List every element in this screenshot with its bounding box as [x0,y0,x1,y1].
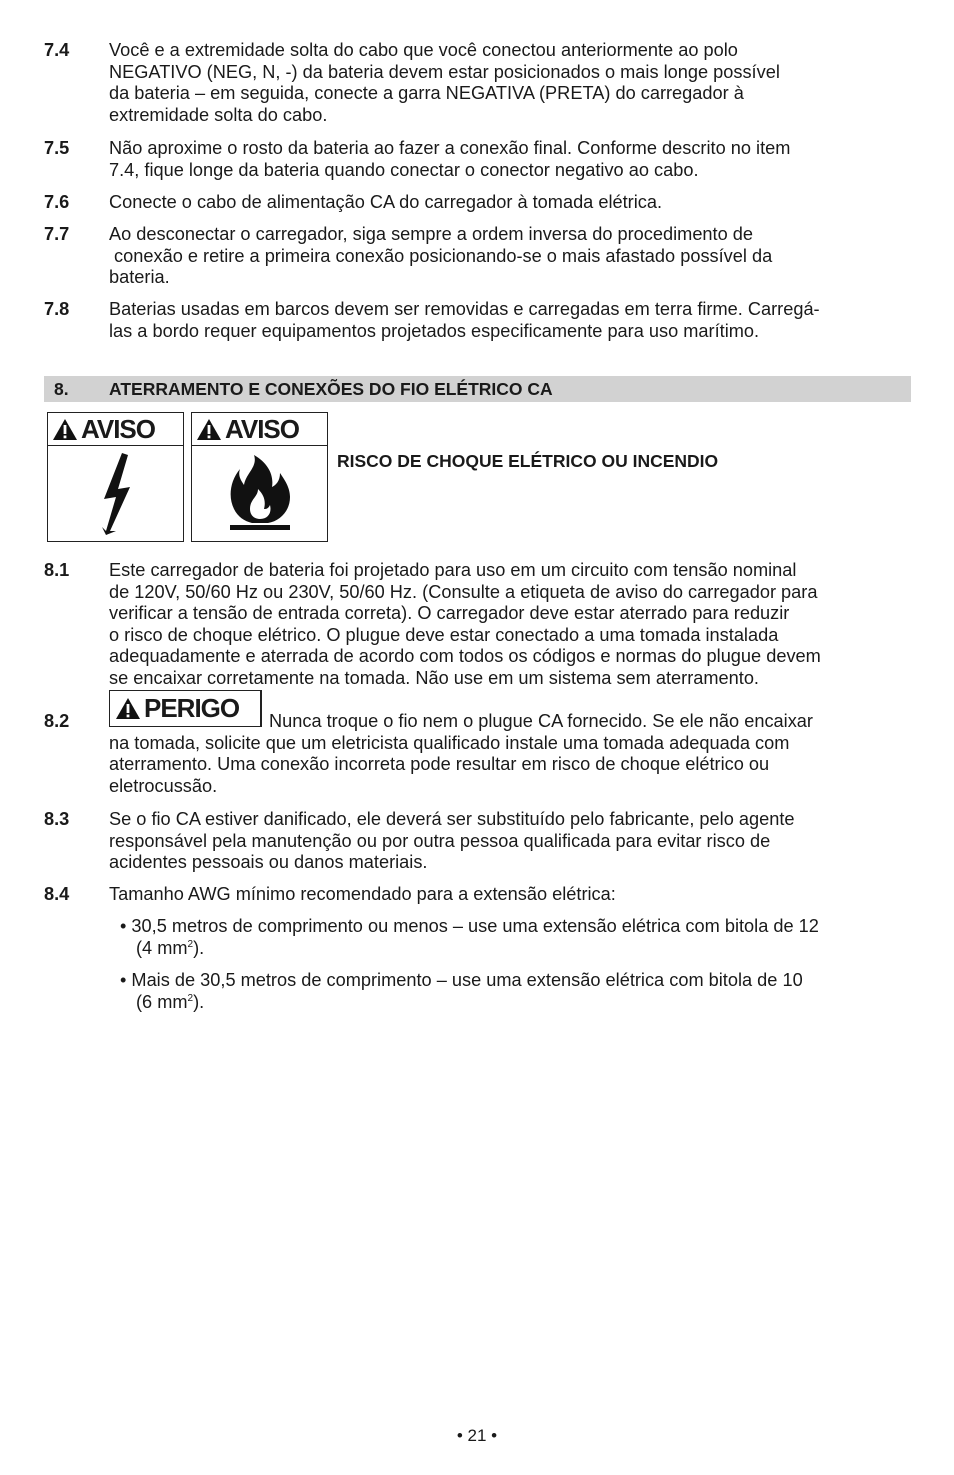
section-number: 8. [54,379,69,399]
item-number: 7.4 [44,40,70,60]
item-text [109,224,912,289]
text-line: Este carregador de bateria foi projetado para uso em um circuito com tensão nominal [109,560,797,580]
bullet-text: (6 mm [136,991,188,1012]
item-8-3 [44,809,912,874]
item-8-2-first-line: Nunca troque o fio nem o plugue CA fornecido. Se ele não encaixar [269,711,813,731]
warning-triangle-icon [196,418,222,441]
item-number: 7.5 [44,138,70,158]
bullet-item [120,970,803,1013]
risk-heading: RISCO DE CHOQUE ELÉTRICO OU INCENDIO [337,451,719,471]
text-line: acidentes pessoais ou danos materiais. [109,852,428,873]
item-7-7 [44,224,912,289]
lightning-bolt-icon [96,451,136,537]
text-line: Se o fio CA estiver danificado, ele deverá ser substituído pelo fabricante, pelo agente [109,809,795,829]
aviso-label: AVISO [81,413,155,444]
bullet-line [120,938,819,960]
perigo-label: PERIGO [144,693,240,723]
item-text [109,138,912,181]
text-line: extremidade solta do cabo. [109,104,328,125]
item-text [109,299,912,342]
item-text [109,560,912,690]
item-number: 7.8 [44,299,70,319]
aviso-box-fire [191,412,328,542]
item-text [109,884,912,906]
item-text [109,192,912,214]
item-number: 8.2 [44,711,70,731]
text-line: de 120V, 50/60 Hz ou 230V, 50/60 Hz. (Consulte a etiqueta de aviso do carregador para [109,581,818,602]
item-7-5 [44,138,912,181]
text-line: Baterias usadas em barcos devem ser removidas e carregadas em terra firme. Carregá- [109,299,820,319]
bullet-text: ). [193,937,205,958]
text-line: Você e a extremidade solta do cabo que você conectou anteriormente ao polo [109,40,738,60]
aviso-header [48,413,183,446]
item-number: 7.7 [44,224,70,244]
item-number: 8.3 [44,809,70,829]
item-8-2 [44,711,912,797]
text-line: na tomada, solicite que um eletricista qualificado instale uma tomada adequada com [109,732,790,753]
bullet-line: • 30,5 metros de comprimento ou menos – use uma extensão elétrica com bitola de 12 [120,916,819,936]
bullet-item [120,916,819,959]
item-text [109,711,912,797]
bullet-line [120,992,803,1014]
text-line: eletrocussão. [109,775,218,796]
flame-icon [224,451,296,537]
text-line: da bateria – em seguida, conecte a garra NEGATIVA (PRETA) do carregador à [109,83,744,104]
text-line: aterramento. Uma conexão incorreta pode resultar em risco de choque elétrico ou [109,754,770,775]
aviso-label: AVISO [225,413,299,444]
text-line: se encaixar corretamente na tomada. Não use em um sistema sem aterramento. [109,667,759,688]
text-line: las a bordo requer equipamentos projetados especificamente para uso marítimo. [109,320,760,341]
text-line: Não aproxime o rosto da bateria ao fazer a conexão final. Conforme descrito no item [109,138,791,158]
superscript: 2 [187,938,194,950]
bullet-text: ). [193,991,205,1012]
item-text [109,809,912,874]
page-number: • 21 • [456,1426,498,1445]
text-line: Conecte o cabo de alimentação CA do carregador à tomada elétrica. [109,192,663,212]
section-header [44,376,911,402]
aviso-box-shock [47,412,184,542]
text-line: conexão e retire a primeira conexão posicionando-se o mais afastado possível da [109,245,773,266]
text-line: bateria. [109,267,170,288]
text-line: adequadamente e aterrada de acordo com todos os códigos e normas do plugue devem [109,646,821,667]
item-number: 8.1 [44,560,70,580]
section-title: ATERRAMENTO E CONEXÕES DO FIO ELÉTRICO CA [109,379,553,399]
item-7-6 [44,192,912,214]
item-8-1 [44,560,912,690]
bullet-line: • Mais de 30,5 metros de comprimento – use uma extensão elétrica com bitola de 10 [120,970,803,990]
text-line: Tamanho AWG mínimo recomendado para a extensão elétrica: [109,884,616,904]
text-line: responsável pela manutenção ou por outra pessoa qualificada para evitar risco de [109,830,771,851]
item-7-8 [44,299,912,342]
item-7-4 [44,40,912,126]
text-line: NEGATIVO (NEG, N, -) da bateria devem estar posicionados o mais longe possível [109,61,780,82]
bullet-text: (4 mm [136,937,188,958]
superscript: 2 [187,992,194,1004]
text-line: 7.4, fique longe da bateria quando conectar o conector negativo ao cabo. [109,159,699,180]
text-line: verificar a tensão de entrada correta). O carregador deve estar aterrado para reduzir [109,603,790,624]
item-number: 8.4 [44,884,70,904]
item-text [109,40,912,126]
aviso-header [192,413,327,446]
text-line: o risco de choque elétrico. O plugue deve estar conectado a uma tomada instalada [109,624,779,645]
item-number: 7.6 [44,192,70,212]
item-8-4 [44,884,912,906]
warning-triangle-icon [52,418,78,441]
text-line: Ao desconectar o carregador, siga sempre a ordem inversa do procedimento de [109,224,753,244]
